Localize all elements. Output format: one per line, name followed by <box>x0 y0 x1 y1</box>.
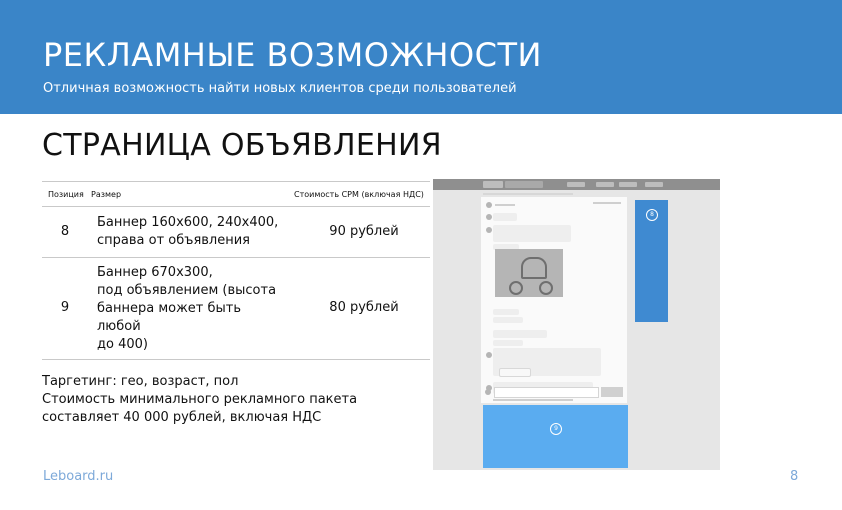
row-size <box>97 214 278 250</box>
screenshot-nav-item <box>596 182 614 187</box>
message-bubble <box>493 225 571 242</box>
screenshot-topbar <box>433 179 720 190</box>
screenshot-post-button <box>505 181 543 188</box>
screenshot-nav-item <box>619 182 637 187</box>
placeholder-line <box>495 204 515 206</box>
page-subtitle: Отличная возможность найти новых клиентов среди пользователей <box>43 81 517 96</box>
stroller-wheel <box>509 281 523 295</box>
row-position: 9 <box>60 300 70 315</box>
row-cost: 90 рублей <box>329 224 399 239</box>
pricing-table <box>42 181 430 360</box>
avatar <box>486 352 492 358</box>
row-size-line: любой <box>97 319 141 334</box>
note-line: Стоимость минимального рекламного пакета <box>42 392 358 407</box>
header-cost: Стоимость CPM (включая НДС) <box>294 190 424 199</box>
message-action <box>499 368 531 377</box>
placeholder-line <box>593 202 621 204</box>
row-size-line: до 400) <box>97 337 148 352</box>
ad-slot-number: 8 <box>646 209 658 221</box>
ad-slot-number: 9 <box>550 423 562 435</box>
stroller-wheel <box>539 281 553 295</box>
note-line: Таргетинг: гео, возраст, пол <box>42 374 239 389</box>
screenshot-nav-item <box>645 182 663 187</box>
screenshot-logo <box>483 181 503 188</box>
avatar <box>486 202 492 208</box>
header-position: Позиция <box>48 190 84 199</box>
row-cost: 80 рублей <box>329 300 399 315</box>
row-size-line: справа от объявления <box>97 233 250 248</box>
header-banner <box>0 0 842 114</box>
page-title: РЕКЛАМНЫЕ ВОЗМОЖНОСТИ <box>43 36 542 74</box>
stroller-photo <box>495 249 563 297</box>
row-size <box>97 264 276 354</box>
placeholder-line <box>493 399 573 401</box>
row-size-line: под объявлением (высота <box>97 283 277 298</box>
message-bubble <box>493 309 519 315</box>
stroller-hood <box>521 257 547 279</box>
send-button <box>601 387 623 397</box>
section-title: СТРАНИЦА ОБЪЯВЛЕНИЯ <box>42 128 442 163</box>
row-position: 8 <box>60 224 70 239</box>
message-input <box>494 387 599 398</box>
ad-slot-bottom <box>483 405 628 468</box>
note-line: составляет 40 000 рублей, включая НДС <box>42 410 322 425</box>
targeting-notes <box>42 373 357 427</box>
footer-site: Leboard.ru <box>43 469 114 484</box>
screenshot-feed <box>481 197 627 403</box>
avatar <box>486 227 492 233</box>
avatar <box>486 214 492 220</box>
table-row <box>42 258 430 360</box>
message-bubble <box>493 340 523 346</box>
table-row <box>42 207 430 258</box>
screenshot-breadcrumb <box>483 193 573 195</box>
row-size-line: Баннер 160х600, 240х400, <box>97 215 279 230</box>
row-size-line: Баннер 670х300, <box>97 265 213 280</box>
ad-page-screenshot <box>433 179 720 470</box>
avatar <box>485 389 491 395</box>
message-bubble <box>493 213 517 221</box>
header-size: Размер <box>91 190 122 199</box>
row-size-line: баннера может быть <box>97 301 242 316</box>
table-header <box>42 181 430 207</box>
message-bubble <box>493 330 547 338</box>
screenshot-nav-item <box>567 182 585 187</box>
message-bubble <box>493 317 523 323</box>
ad-slot-right <box>635 200 668 322</box>
page-number: 8 <box>790 469 799 484</box>
